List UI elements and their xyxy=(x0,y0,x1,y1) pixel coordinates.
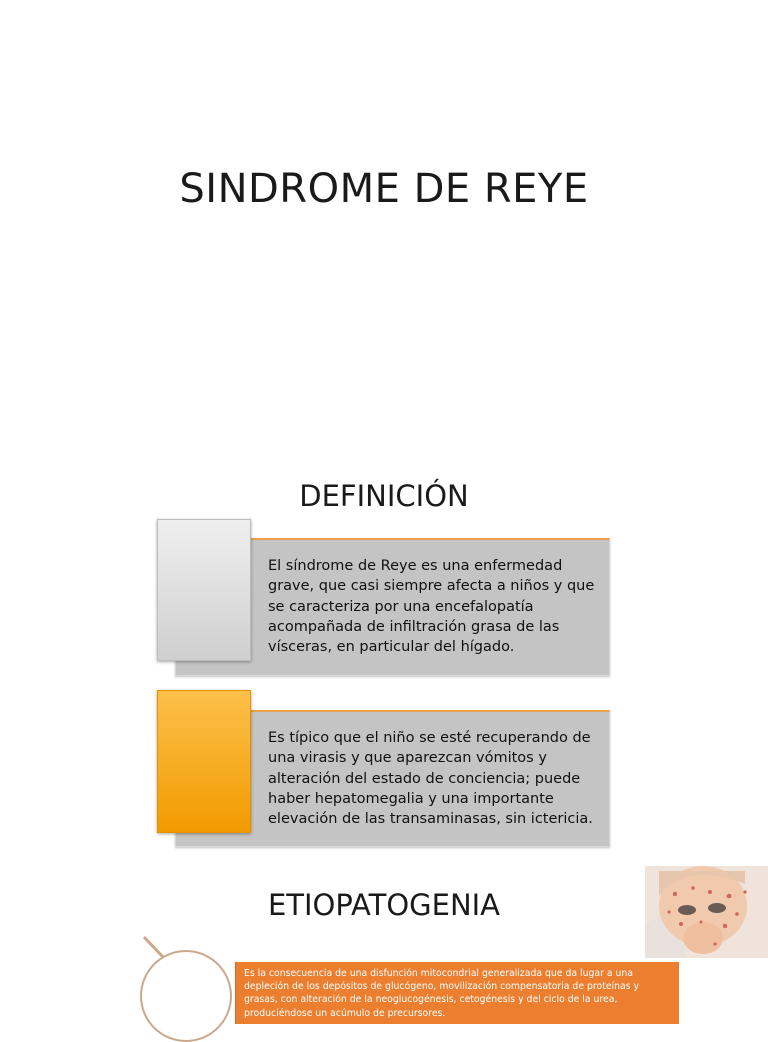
definition-text-1: El síndrome de Reye es una enfermedad grave, que casi siempre afecta a niños y que se caracteriza por una encefalopatía acompañada de infiltración grasa de las vísceras, en particular del hígado. xyxy=(268,558,595,656)
definition-tab-1 xyxy=(157,519,251,661)
definition-text-2: Es típico que el niño se esté recuperando de una virasis y que aparezcan vómitos y alteración del estado de conciencia; puede haber hepatomegalia y una importante elevación de las transaminasas, sin ictericia. xyxy=(268,730,593,828)
definition-tab-2 xyxy=(157,690,251,833)
etiopatogenia-box xyxy=(235,962,679,1024)
definition-title: DEFINICIÓN xyxy=(299,479,469,513)
etiopatogenia-circle xyxy=(140,950,232,1042)
etiopatogenia-title: ETIOPATOGENIA xyxy=(267,888,501,922)
baby-photo xyxy=(645,866,768,958)
etiopatogenia-text: Es la consecuencia de una disfunción mitocondrial generalizada que da lugar a una depleción de los depósitos de glucógeno, movilización compensatoria de proteínas y grasas, con alteración de la neoglucogénesis, cetogénesis y del ciclo de la urea, produciéndose un acúmulo de precursores. xyxy=(244,968,640,1019)
slide-title: SINDROME DE REYE xyxy=(179,166,589,212)
